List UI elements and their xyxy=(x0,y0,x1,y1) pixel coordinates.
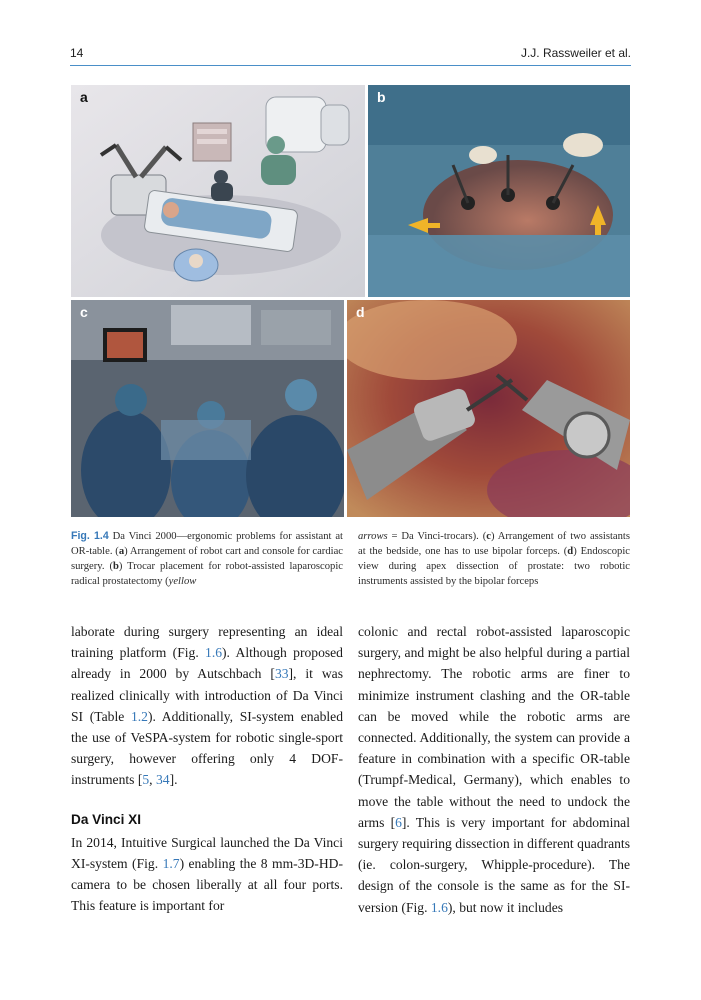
body-text: ). Additionally, SI-system enabled the use of VeSPA-system for robotic single-sport surgery, however offering only 4 DOF-instruments [ xyxy=(71,708,344,788)
caption-text: ) Endoscopic view during apex dissection of prostate: two robotic instruments assisted by the bipolar forceps xyxy=(358,546,630,587)
table-link[interactable]: 1.2 xyxy=(130,708,148,724)
body-text: laborate during surgery representing an ideal training platform (Fig. xyxy=(71,624,343,661)
paragraph xyxy=(71,621,343,791)
caption-ref-c: c xyxy=(486,531,491,542)
robot-cart-illustration xyxy=(71,85,365,297)
body-text: ], it was realized clinically with introduction of Da Vinci SI (Table xyxy=(71,666,344,724)
body-text: In 2014, Intuitive Surgical launched the Da Vinci XI-system (Fig. xyxy=(71,834,343,872)
caption-ref-b: b xyxy=(113,561,119,572)
caption-ref-d: d xyxy=(567,546,574,557)
panel-label-b: b xyxy=(377,89,386,105)
figure-label: Fig. 1.4 xyxy=(71,530,109,542)
citation-link[interactable]: 33 xyxy=(274,666,289,682)
trocar-placement-photo xyxy=(368,85,630,297)
citation-link[interactable]: 5 xyxy=(142,772,150,788)
caption-italic: yellow xyxy=(168,576,197,587)
citation-link[interactable]: 6 xyxy=(395,814,402,830)
running-head: J.J. Rassweiler et al. xyxy=(520,46,631,60)
caption-ref-a: a xyxy=(118,546,125,557)
caption-text: ) Arrangement of two assistants at the bedside, one has to use bipolar forceps. ( xyxy=(358,531,630,557)
figure-caption-right xyxy=(358,529,630,589)
caption-text: = Da Vinci-trocars). ( xyxy=(387,531,487,542)
operating-room-photo xyxy=(71,300,344,517)
figure-link[interactable]: 1.7 xyxy=(162,856,180,872)
section-heading: Da Vinci XI xyxy=(71,811,142,827)
caption-text: Da Vinci 2000—ergonomic problems for assistant at OR-table. ( xyxy=(71,531,343,557)
paragraph xyxy=(71,832,343,917)
header-rule xyxy=(70,65,631,66)
panel-label-a: a xyxy=(80,89,88,105)
caption-text: ) Arrangement of robot cart and console for cardiac surgery. ( xyxy=(71,546,343,572)
body-text: ). Although proposed already in 2000 by Autschbach [ xyxy=(71,645,343,682)
body-text: ]. xyxy=(169,772,178,788)
caption-text: ) Trocar placement for robot-assisted laparoscopic radical prostatectomy ( xyxy=(71,561,343,587)
figure-panel-d xyxy=(347,300,630,517)
panel-label-c: c xyxy=(80,304,88,320)
endoscopic-view-photo xyxy=(347,300,630,517)
caption-italic: arrows xyxy=(358,531,388,542)
body-text: , xyxy=(149,772,156,788)
body-column-right xyxy=(358,621,630,918)
body-text: ), but now it includes xyxy=(447,899,564,915)
body-text: ) enabling the 8 mm-3D-HD-camera to be chosen liberally at all four ports. This feature is important for xyxy=(71,856,343,914)
figure-caption-left xyxy=(71,529,343,589)
page-number: 14 xyxy=(70,46,84,60)
figure-link[interactable]: 1.6 xyxy=(430,899,448,915)
panel-label-d: d xyxy=(356,304,365,320)
body-text: colonic and rectal robot-assisted laparoscopic surgery, and might be also helpful during a partial nephrectomy. The robotic arms are finer to minimize instrument clashing and the OR-table can be moved while the robotic arms are connected. Additionally, the system can provide a feature in combination with a specific OR-table (Trumpf-Medical, Germany), which enables to move the table without the need to undock the arms [ xyxy=(358,624,630,830)
figure-panel-a xyxy=(71,85,365,297)
figure-panel-c xyxy=(71,300,344,517)
body-text: ]. This is very important for abdominal surgery requiring dissection in different quadrants (ie. colon-surgery, Whipple-procedure). The design of the console is the same as for the SI-version (Fig. xyxy=(358,814,630,915)
figure-panel-b xyxy=(368,85,630,297)
paragraph xyxy=(358,621,630,918)
figure-link[interactable]: 1.6 xyxy=(205,645,223,661)
body-column-left xyxy=(71,621,343,917)
page-header xyxy=(70,40,631,66)
citation-link[interactable]: 34 xyxy=(155,772,170,788)
